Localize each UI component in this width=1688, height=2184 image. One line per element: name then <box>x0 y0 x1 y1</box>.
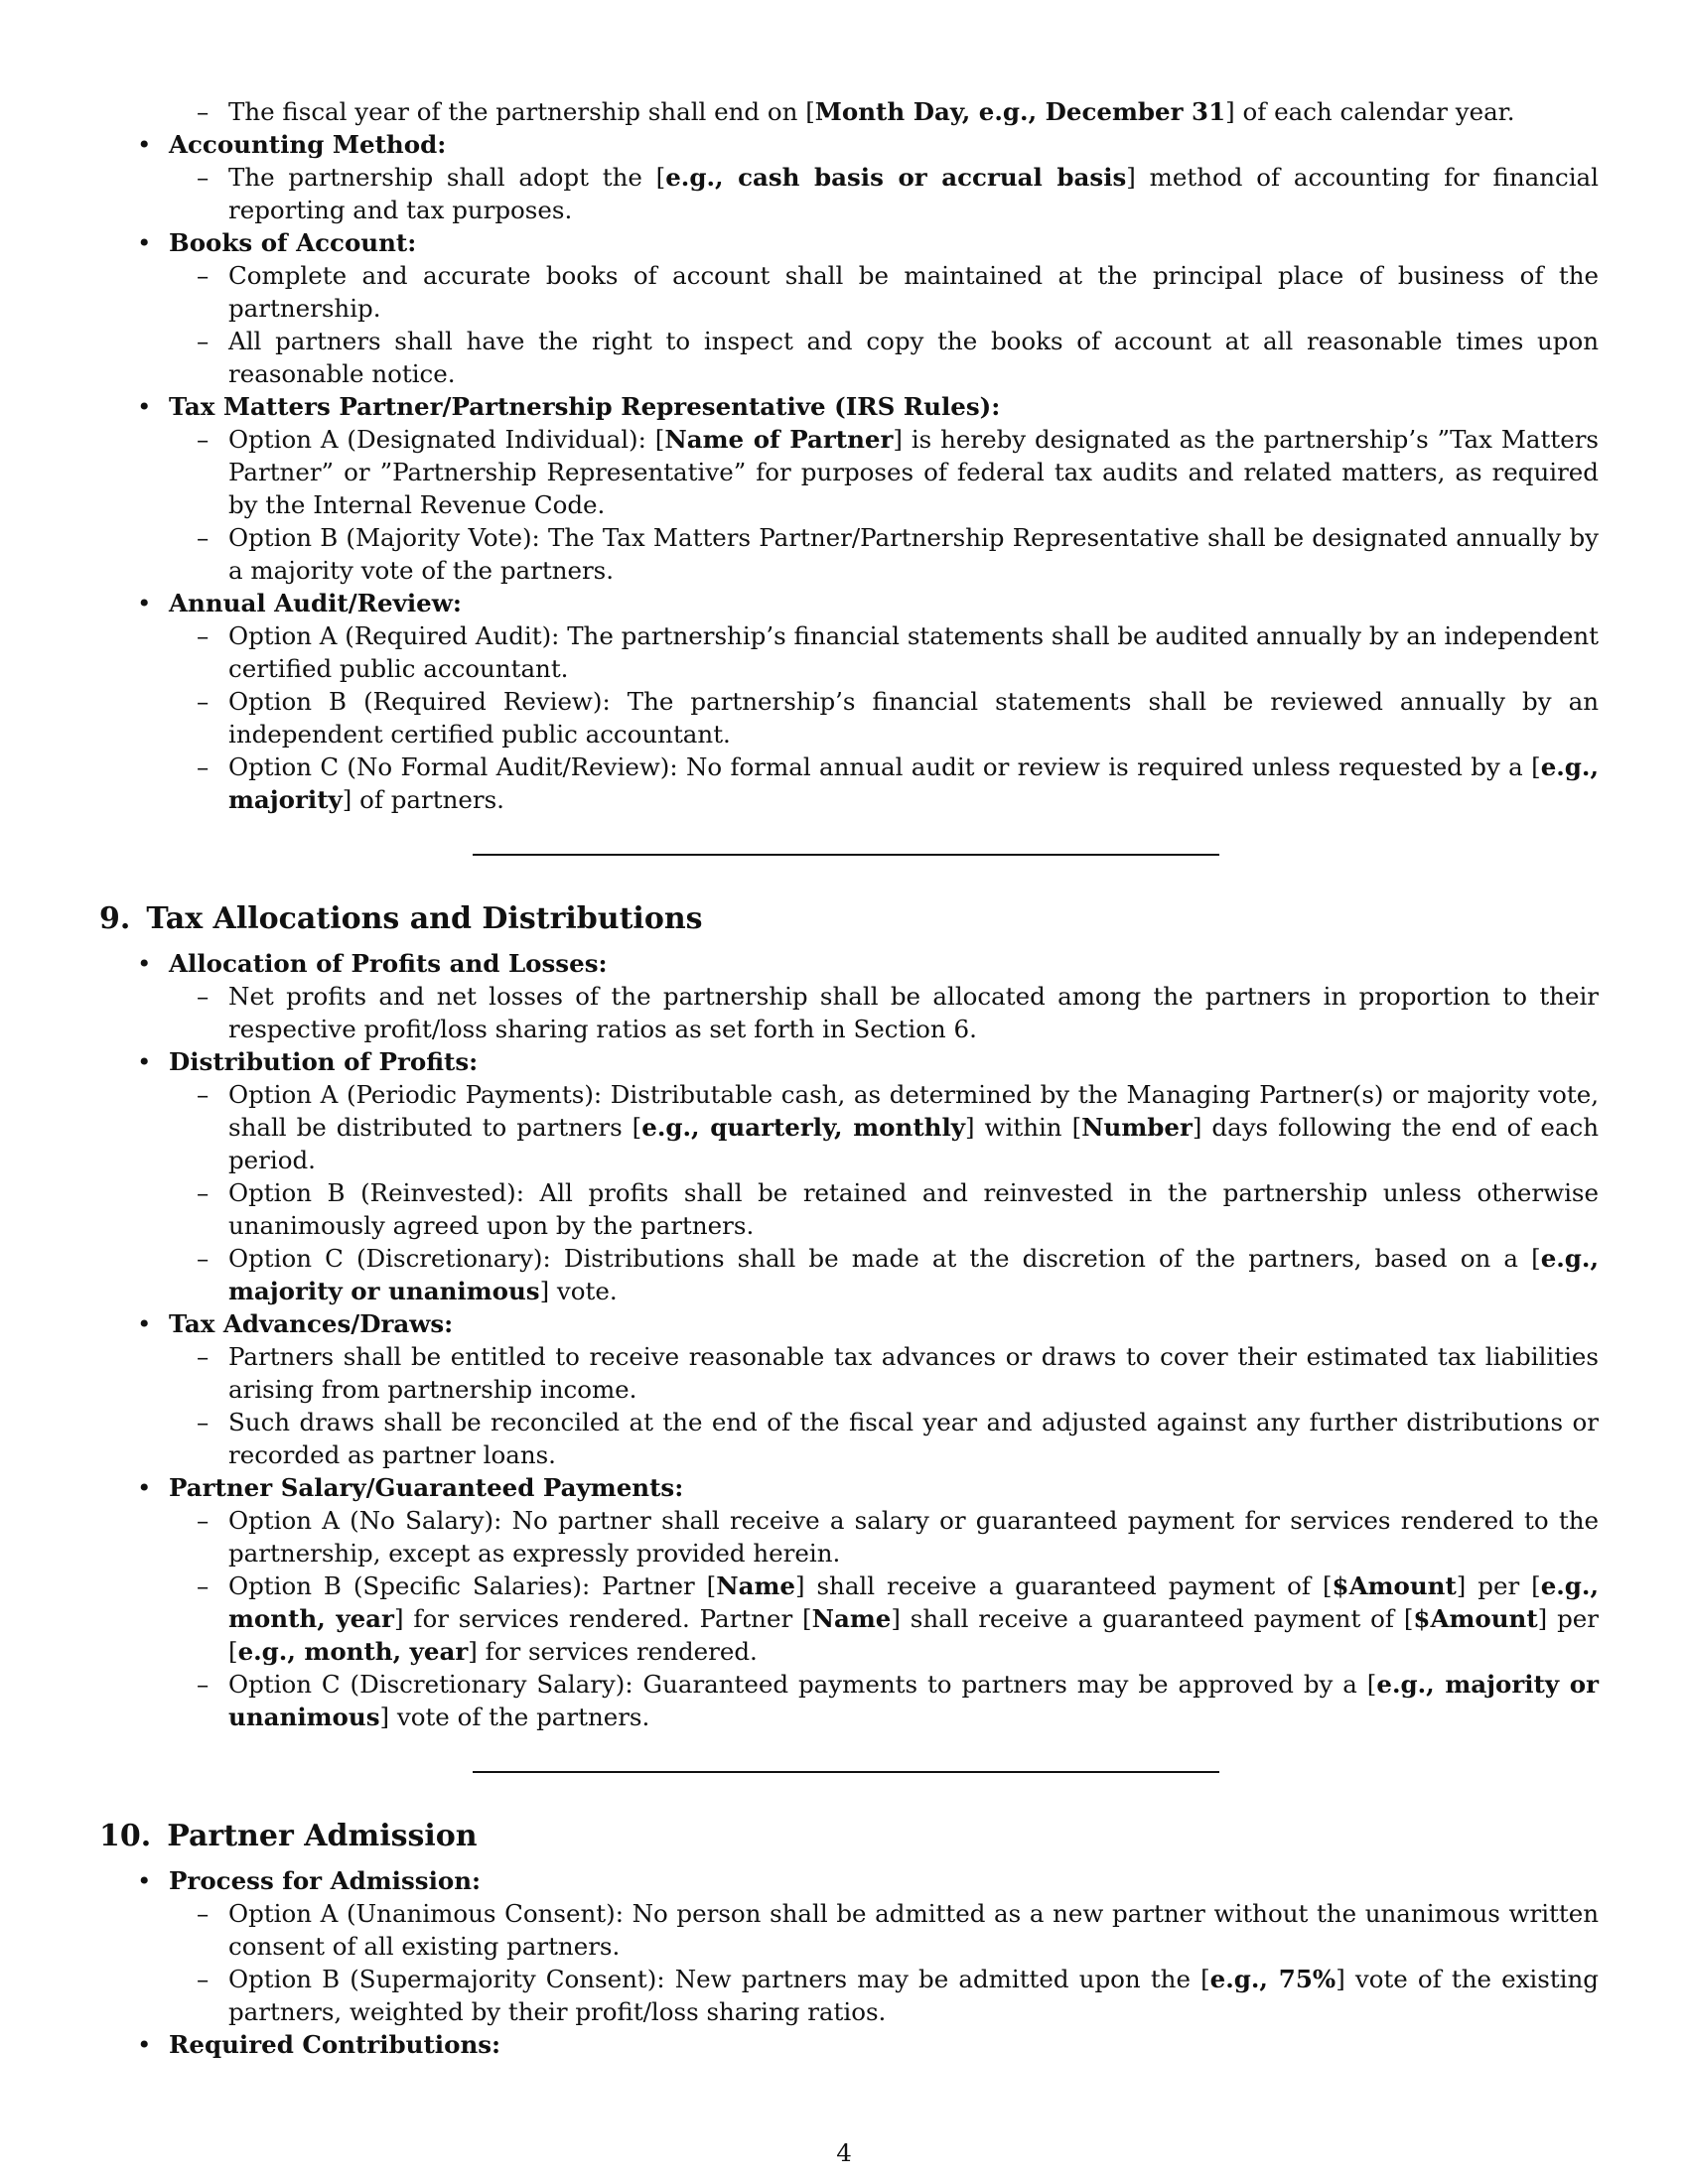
list-item: – The partnership shall adopt the [e.g., cash basis or accrual basis] method of accounting for financial reporting and tax purposes. <box>197 163 1600 224</box>
list-item-text: Complete and accurate books of account shall be maintained at the principal place of business of the partnership. <box>228 261 1599 323</box>
bullet-dot: • <box>137 1047 152 1076</box>
bullet-accounting-method <box>137 128 1600 226</box>
list-item-text: The partnership shall adopt the [e.g., cash basis or accrual basis] method of accounting for financial reporting and tax purposes. <box>228 163 1600 224</box>
fiscal-year-text: The fiscal year of the partnership shall end on [Month Day, e.g., December 31] of each calendar year. <box>228 97 1515 126</box>
bullet-heading: Allocation of Profits and Losses: <box>169 949 608 978</box>
section-9-list <box>99 947 1599 1733</box>
section-8-continued <box>99 95 1599 816</box>
list-item: – Option C (Discretionary Salary): Guaranteed payments to partners may be approved by a [e.g., majority or unanimous] vote of the partners. <box>197 1670 1599 1731</box>
bullet-heading: Accounting Method: <box>169 130 447 159</box>
list-item: – Option A (No Salary): No partner shall receive a salary or guaranteed payment for services rendered to the partnership, except as expressly provided herein. <box>197 1506 1599 1568</box>
list-item-text: Option B (Reinvested): All profits shall be retained and reinvested in the partnership unless otherwise unanimously agreed upon by the partners. <box>228 1178 1599 1240</box>
list-item-text: Such draws shall be reconciled at the end of the fiscal year and adjusted against any further distributions or recorded as partner loans. <box>228 1408 1599 1469</box>
list-item-text: Option B (Specific Salaries): Partner [Name] shall receive a guaranteed payment of [$Amount] per [e.g., month, year] for services rendered. Partner [Name] shall receive a guaranteed payment of [$Amount] per [e.g., month, year] for services rendered. <box>228 1571 1599 1666</box>
fiscal-year-continuation <box>169 95 1599 128</box>
list-item: – Option A (Unanimous Consent): No person shall be admitted as a new partner without the unanimous written consent of all existing partners. <box>197 1899 1599 1961</box>
list-item: – Option B (Specific Salaries): Partner [Name] shall receive a guaranteed payment of [$Amount] per [e.g., month, year] for services rendered. Partner [Name] shall receive a guaranteed payment of [$Amount] per [e.g., month, year] for services rendered. <box>197 1571 1599 1666</box>
bullet-process-admission <box>137 1864 1599 2028</box>
list-item-text: Option B (Majority Vote): The Tax Matters Partner/Partnership Representative shall be designated annually by a majority vote of the partners. <box>228 523 1599 585</box>
list-item: – Option A (Required Audit): The partnership’s financial statements shall be audited annually by an independent certified public accountant. <box>197 621 1599 683</box>
list-item: – Option C (Discretionary): Distributions shall be made at the discretion of the partners, based on a [e.g., majority or unanimous] vote. <box>197 1244 1599 1305</box>
page-number: 4 <box>836 2138 852 2167</box>
bullet-dot: • <box>137 2030 152 2059</box>
list-item-text: Option C (Discretionary): Distributions shall be made at the discretion of the partners, based on a [e.g., majority or unanimous] vote. <box>228 1244 1599 1305</box>
section-number: 9. <box>99 901 131 936</box>
bullet-dot: • <box>137 1309 152 1338</box>
bullet-distribution <box>137 1045 1600 1307</box>
bullet-tax-advances <box>137 1307 1599 1471</box>
bullet-books-of-account <box>137 226 1599 390</box>
list-item-text: Option C (No Formal Audit/Review): No formal annual audit or review is required unless requested by a [e.g., majority] of partners. <box>228 752 1599 814</box>
list-item-text: Option A (No Salary): No partner shall receive a salary or guaranteed payment for services rendered to the partnership, except as expressly provided herein. <box>228 1506 1599 1568</box>
list-item: – Option B (Majority Vote): The Tax Matters Partner/Partnership Representative shall be designated annually by a majority vote of the partners. <box>197 523 1599 585</box>
list-item-text: Option B (Required Review): The partnership’s financial statements shall be reviewed annually by an independent certified public accountant. <box>228 687 1599 749</box>
list-item-text: Option A (Unanimous Consent): No person shall be admitted as a new partner without the unanimous written consent of all existing partners. <box>228 1899 1599 1961</box>
list-item: – Net profits and net losses of the partnership shall be allocated among the partners in proportion to their respective profit/loss sharing ratios as set forth in Section 6. <box>197 982 1599 1043</box>
bullet-dot: • <box>137 228 152 257</box>
list-item-text: All partners shall have the right to inspect and copy the books of account at all reasonable times upon reasonable notice. <box>228 327 1599 388</box>
bullet-heading: Books of Account: <box>169 228 417 257</box>
bullet-dot: • <box>137 1473 152 1502</box>
list-item-text: Option C (Discretionary Salary): Guaranteed payments to partners may be approved by a [e.g., majority or unanimous] vote of the partners. <box>228 1670 1599 1731</box>
bullet-required-contributions <box>137 2028 1599 2061</box>
list-item: – Complete and accurate books of account shall be maintained at the principal place of business of the partnership. <box>197 261 1599 323</box>
bullet-heading: Tax Advances/Draws: <box>169 1309 454 1338</box>
list-item: – The fiscal year of the partnership shall end on [Month Day, e.g., December 31] of each calendar year. <box>197 97 1515 126</box>
bullet-dot: • <box>137 1866 152 1895</box>
bullet-heading: Tax Matters Partner/Partnership Representative (IRS Rules): <box>169 392 1001 421</box>
list-item-text: Net profits and net losses of the partnership shall be allocated among the partners in proportion to their respective profit/loss sharing ratios as set forth in Section 6. <box>228 982 1599 1043</box>
list-item: – Such draws shall be reconciled at the end of the fiscal year and adjusted against any further distributions or recorded as partner loans. <box>197 1408 1599 1469</box>
bullet-heading: Process for Admission: <box>169 1866 482 1895</box>
section-10-list <box>99 1864 1599 2061</box>
bullet-dot: • <box>137 392 152 421</box>
section-9-title <box>99 899 1599 939</box>
section-title-text: Tax Allocations and Distributions <box>146 901 703 936</box>
list-item: – Option B (Supermajority Consent): New partners may be admitted upon the [e.g., 75%] vote of the existing partners, weighted by their profit/loss sharing ratios. <box>197 1965 1599 2026</box>
bullet-annual-audit <box>137 587 1599 816</box>
bullet-heading: Annual Audit/Review: <box>169 589 462 617</box>
section-number: 10. <box>99 1819 152 1853</box>
bullet-heading: Partner Salary/Guaranteed Payments: <box>169 1473 684 1502</box>
bullet-dot: • <box>137 130 152 159</box>
bullet-partner-salary <box>137 1471 1599 1733</box>
list-item-text: Option A (Periodic Payments): Distributable cash, as determined by the Managing Partner(s) or majority vote, shall be distributed to partners [e.g., quarterly, monthly] within [Number] days following the end of each period. <box>228 1080 1600 1174</box>
bullet-heading: Distribution of Profits: <box>169 1047 479 1076</box>
list-item-text: Option A (Required Audit): The partnership’s financial statements shall be audited annually by an independent certified public accountant. <box>228 621 1599 683</box>
page-content <box>99 95 1599 2061</box>
list-item: – Option C (No Formal Audit/Review): No formal annual audit or review is required unless requested by a [e.g., majority] of partners. <box>197 752 1599 814</box>
list-item-text: Option B (Supermajority Consent): New partners may be admitted upon the [e.g., 75%] vote of the existing partners, weighted by their profit/loss sharing ratios. <box>228 1965 1599 2026</box>
list-item: – Option A (Designated Individual): [Name of Partner] is hereby designated as the partnership’s ”Tax Matters Partner” or ”Partnership Representative” for purposes of federal tax audits and related matters, as required by the Internal Revenue Code. <box>197 425 1599 519</box>
section-10-title <box>99 1817 1599 1856</box>
list-item: – Option B (Reinvested): All profits shall be retained and reinvested in the partnership unless otherwise unanimously agreed upon by the partners. <box>197 1178 1599 1240</box>
list-item: – Option B (Required Review): The partnership’s financial statements shall be reviewed annually by an independent certified public accountant. <box>197 687 1599 749</box>
list-item: – All partners shall have the right to inspect and copy the books of account at all reasonable times upon reasonable notice. <box>197 327 1599 388</box>
bullet-dot: • <box>137 589 152 617</box>
list-item: – Option A (Periodic Payments): Distributable cash, as determined by the Managing Partner(s) or majority vote, shall be distributed to partners [e.g., quarterly, monthly] within [Number] days following the end of each period. <box>197 1080 1600 1174</box>
bullet-allocation <box>137 947 1599 1045</box>
bullet-heading: Required Contributions: <box>169 2030 501 2059</box>
bullet-dot: • <box>137 949 152 978</box>
list-item-text: Option A (Designated Individual): [Name of Partner] is hereby designated as the partnership’s ”Tax Matters Partner” or ”Partnership Representative” for purposes of federal tax audits and related matters, as required by the Internal Revenue Code. <box>228 425 1599 519</box>
bullet-tax-matters-partner <box>137 390 1599 587</box>
list-item: – Partners shall be entitled to receive reasonable tax advances or draws to cover their estimated tax liabilities arising from partnership income. <box>197 1342 1599 1404</box>
list-item-text: Partners shall be entitled to receive reasonable tax advances or draws to cover their estimated tax liabilities arising from partnership income. <box>228 1342 1599 1404</box>
section-title-text: Partner Admission <box>167 1819 478 1853</box>
